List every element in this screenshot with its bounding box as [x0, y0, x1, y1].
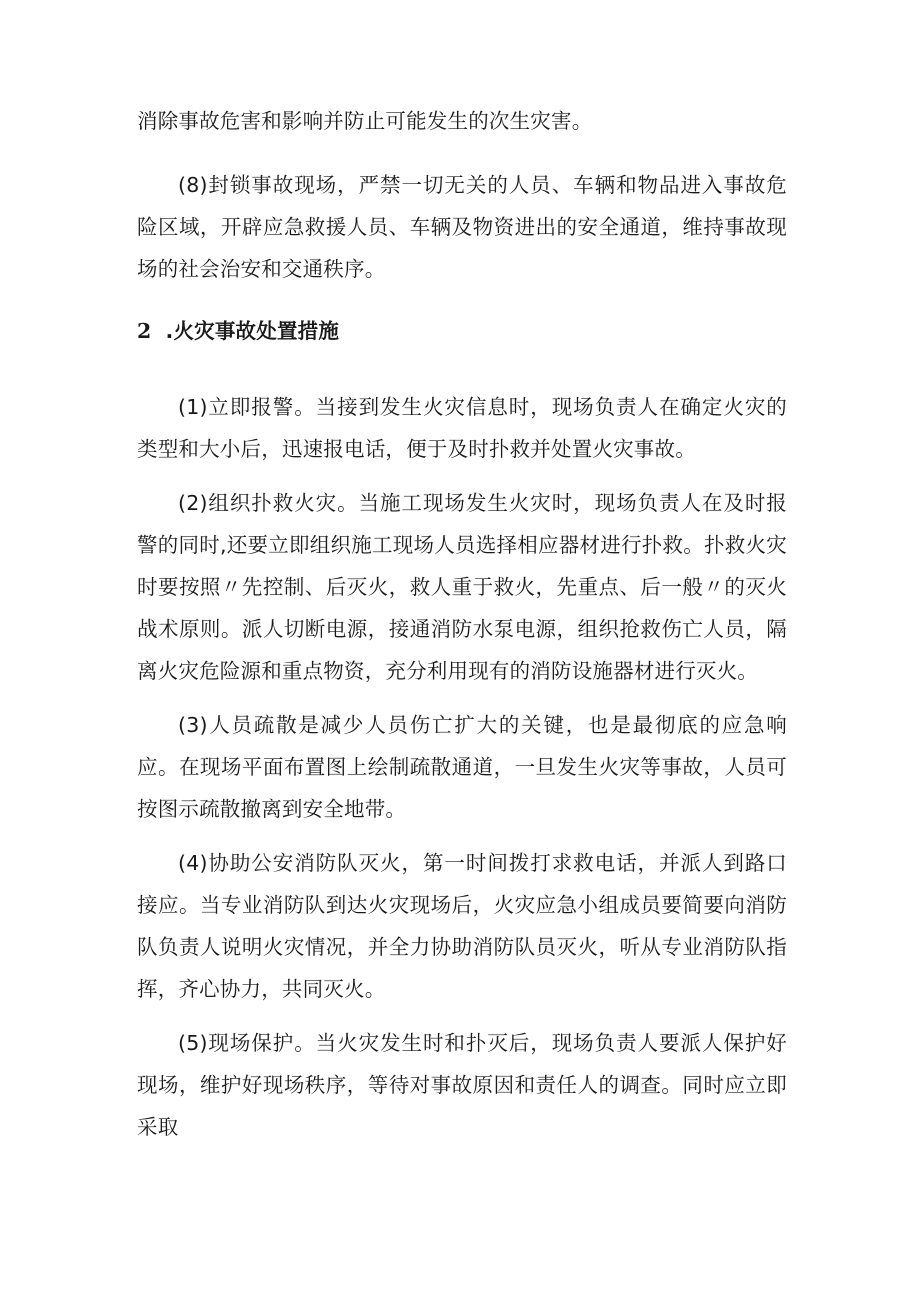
paragraph-item-4: (4)协助公安消防队灭火，第一时间拨打求救电话，并派人到路口接应。当专业消防队到达火灾现场后，火灾应急小组成员要简要向消防队负责人说明火灾情况，并全力协助消防队员灭火，听从专业消防队指挥，齐心协力，共同灭火。: [137, 851, 787, 1001]
paragraph-item-8: (8)封锁事故现场，严禁一切无关的人员、车辆和物品进入事故危险区域，开辟应急救援人员、车辆及物资进出的安全通道，维持事故现场的社会治安和交通秩序。: [137, 173, 787, 281]
section-heading: [137, 310, 787, 352]
section-title: .火灾事故处置措施: [165, 319, 340, 343]
paragraph-item-1: (1)立即报警。当接到发生火灾信息时，现场负责人在确定火灾的类型和大小后，迅速报电话，便于及时扑救并处置火灾事故。: [137, 395, 787, 461]
paragraph-item-5: (5)现场保护。当火灾发生时和扑灭后，现场负责人要派人保护好现场，维护好现场秩序，等待对事故原因和责任人的调查。同时应立即采取: [137, 1031, 787, 1139]
paragraph-continuation: 消除事故危害和影响并防止可能发生的次生灾害。: [137, 109, 593, 133]
document-body: [137, 100, 787, 1160]
section-number: 2: [137, 319, 152, 343]
paragraph-item-2: (2)组织扑救火灾。当施工现场发生火灾时，现场负责人在及时报警的同时,还要立即组织施工现场人员选择相应器材进行扑救。扑救火灾时要按照〃先控制、后灭火，救人重于救火，先重点、后一般〃的灭火战术原则。派人切断电源，接通消防水泵电源，组织抢救伤亡人员，隔离火灾危险源和重点物资，充分利用现有的消防设施器材进行灭火。: [137, 491, 787, 683]
paragraph-item-3: (3)人员疏散是减少人员伤亡扩大的关键，也是最彻底的应急响应。在现场平面布置图上绘制疏散通道，一旦发生火灾等事故，人员可按图示疏散撤离到安全地带。: [137, 713, 787, 821]
